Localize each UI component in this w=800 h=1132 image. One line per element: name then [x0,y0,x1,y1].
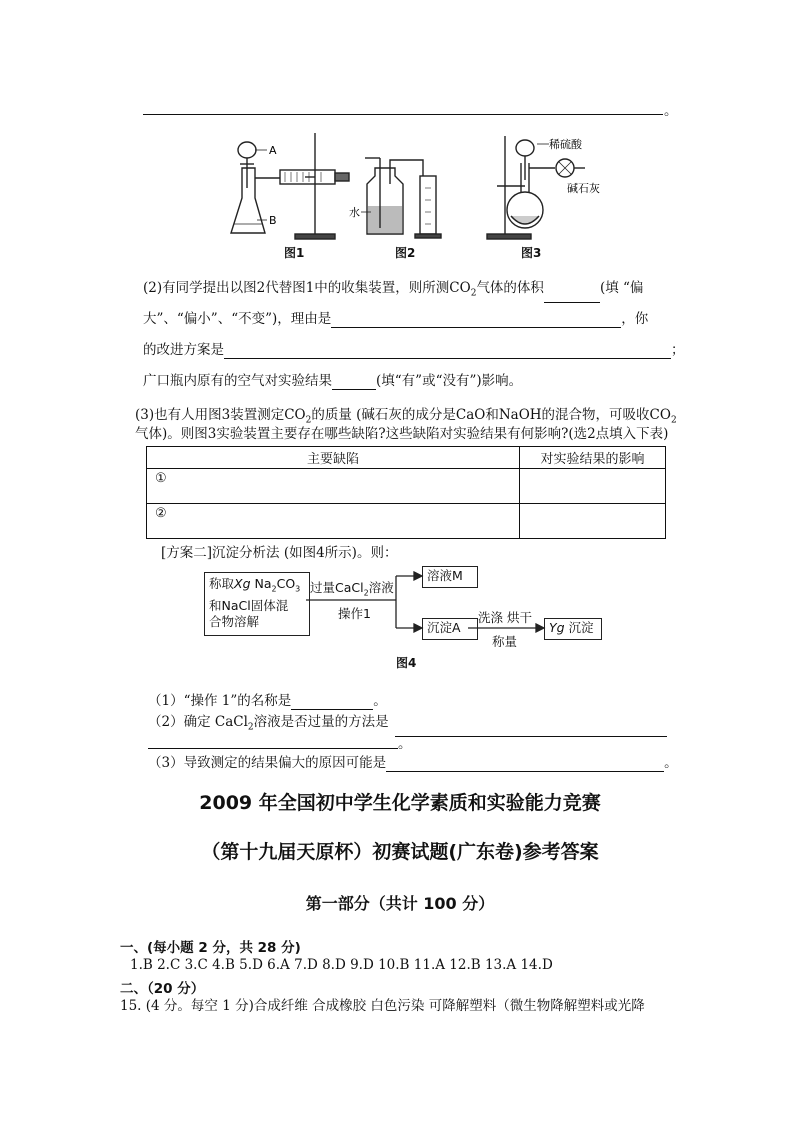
label-water: 水 [349,206,360,219]
precipitate-a-box: 沉淀A [422,618,478,640]
q3-line2: 气体)。则图3实验装置主要存在哪些缺陷?这些缺陷对实验结果有何影响?(选2点填入下表) [135,426,669,442]
section-2-heading: 二、（20 分） [120,981,205,997]
fig2-caption: 图2 [395,246,416,260]
solution-m-box: 溶液M [422,566,478,588]
table-cell[interactable] [520,504,666,539]
defects-table [146,446,666,539]
plan2-title: [方案二]沉淀分析法 (如图4所示)。则： [161,545,398,561]
plan-q1: （1）“操作 1”的名称是 。 [148,693,387,709]
table-row [147,469,666,504]
q2-line3: 的改进方案是 ； [143,342,685,358]
q2-line1: (2)有同学提出以图2代替图1中的收集装置，则所测$CO_2$气体的体积 (填 “偏 [143,279,643,303]
fig1-caption: 图1 [284,246,305,260]
answers-title-1: 2009 年全国初中学生化学素质和实验能力竞赛 [199,792,601,814]
plan-q3: （3）导致测定的结果偏大的原因可能是 。 [148,755,678,771]
arrow-bottom-label: 操作1 [338,606,371,621]
fig3-caption: 图3 [521,246,542,260]
q15-answer: 15. (4 分。每空 1 分)合成纤维 合成橡胶 白色污染 可降解塑料（微生物降解塑料或光降 [120,998,645,1014]
table-cell: ① [147,469,520,504]
plan-q2: （2）确定 CaCl$_2$溶液是否过量的方法是 [148,713,667,737]
mc-answers: 1.B 2.C 3.C 4.B 5.D 6.A 7.D 8.D 9.D 10.B 11.A 12.B 13.A 14.D [130,957,553,973]
label-acid: 稀硫酸 [549,138,582,151]
table-row [147,504,666,539]
plan-q2-end: 。 [398,736,412,752]
apparatus-figures [225,128,625,248]
answer-line-q2 [148,748,398,749]
table-header: 主要缺陷 [147,447,520,469]
q3-line1: (3)也有人用图3装置测定$CO_2$的质量 (碱石灰的成分是CaO和NaOH的混合物，可吸收$CO_2$ [135,407,677,426]
wash-label: 洗涤 烘干 [478,610,532,625]
table-cell[interactable] [520,469,666,504]
flow-start-box: 称取Xg $Na_2CO_3$ 和NaCl固体混 合物溶解 [204,572,310,636]
table-cell: ② [147,504,520,539]
q2-line2: 大”、“偏小”、“不变”)，理由是 ，你 [143,311,649,327]
label-lime: 碱石灰 [567,182,600,195]
q2-line4: 广口瓶内原有的空气对实验结果 (填“有”或“没有”)影响。 [143,373,523,389]
table-header: 对实验结果的影响 [520,447,666,469]
answers-title-3: 第一部分（共计 100 分） [305,894,495,913]
top-period: 。 [664,103,678,119]
result-box: Yg 沉淀 [544,618,602,640]
table-header-row [147,447,666,469]
answers-title-2: （第十九届天原杯）初赛试题(广东卷)参考答案 [201,841,599,863]
weigh-label: 称量 [492,634,518,649]
section-1-heading: 一、(每小题 2 分，共 28 分) [120,940,301,956]
label-a: A [269,144,277,157]
figure1-apparatus [231,133,349,239]
arrow-top-label: 过量CaCl$_2$溶液 [310,580,394,598]
label-b: B [269,214,277,227]
fig4-caption: 图4 [396,656,417,670]
answer-line-top [143,114,663,115]
figure2-apparatus [361,158,441,238]
